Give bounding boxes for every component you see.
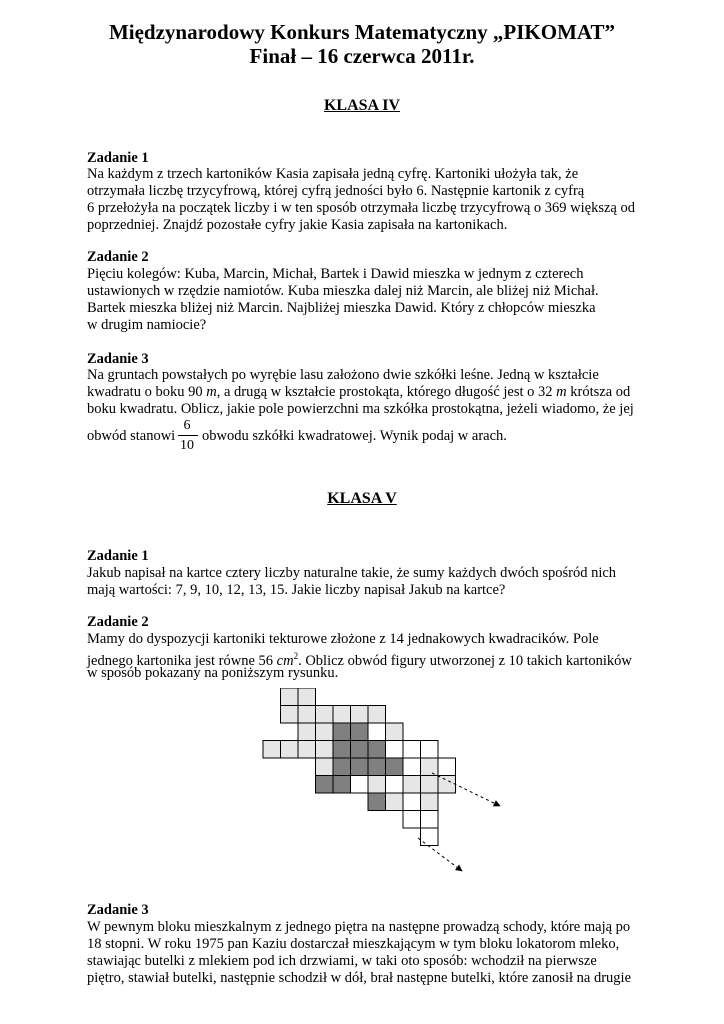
tile-square xyxy=(368,758,386,776)
tile-square xyxy=(298,688,316,706)
k4-task2-line: Bartek mieszka bliżej niż Marcin. Najbliżej mieszka Dawid. Który z chłopców mieszka xyxy=(87,300,596,316)
tile-square xyxy=(281,741,299,759)
tile-square xyxy=(368,793,386,811)
k4-task1-line: poprzedniej. Znajdź pozostałe cyfry jakie Kasia zapisała na kartonikach. xyxy=(87,217,508,233)
k4-task2-line: ustawionych w rzędzie namiotów. Kuba mieszka dalej niż Marcin, ale bliżej niż Michał. xyxy=(87,283,599,299)
tile-square xyxy=(351,723,369,741)
tile-square xyxy=(298,706,316,724)
tile-figure xyxy=(250,688,520,878)
k5-task2-text: jednego kartonika jest równe 56 xyxy=(87,652,277,669)
tile-square xyxy=(403,811,421,829)
k5-task1-line: Jakub napisał na kartce cztery liczby naturalne takie, że sumy każdych dwóch spośród nich xyxy=(87,565,617,581)
tile-square xyxy=(368,723,386,741)
tile-grid xyxy=(263,688,456,846)
k4-task1-line: otrzymała liczbę trzycyfrową, której cyfrą jedności było 6. Następnie kartonik z cyfrą xyxy=(87,183,585,199)
fraction-denominator: 10 xyxy=(180,438,194,453)
tile-square xyxy=(421,793,439,811)
k5-task3-line: stawiając butelki z mlekiem pod ich drzwiami, w taki oto sposób: wchodził na pierwsze xyxy=(87,953,597,969)
tile-square xyxy=(421,776,439,794)
k4-task3-text: , a drugą w kształcie prostokąta, którego długość jest o 32 xyxy=(216,384,557,400)
unit-m: m xyxy=(556,384,567,400)
k4-task3-text: kwadratu o boku 90 xyxy=(87,384,207,400)
k4-task2-line: w drugim namiocie? xyxy=(87,317,207,333)
k4-task3-line xyxy=(87,384,630,400)
tile-square xyxy=(386,758,404,776)
tile-square xyxy=(298,741,316,759)
k4-task3-line: boku kwadratu. Oblicz, jakie pole powierzchni ma szkółka prostokątna, jeżeli wiadomo, że jej xyxy=(87,401,634,417)
tile-square xyxy=(386,776,404,794)
k4-task3-text: krótsza od xyxy=(566,384,631,400)
tile-square xyxy=(368,776,386,794)
tile-square xyxy=(368,741,386,759)
tile-square xyxy=(421,811,439,829)
tile-square xyxy=(351,706,369,724)
k5-task1-line: mają wartości: 7, 9, 10, 12, 13, 15. Jakie liczby napisał Jakub na kartce? xyxy=(87,582,506,598)
k5-task2-line: Mamy do dyspozycji kartoniki tekturowe złożone z 14 jednakowych kwadracików. Pole xyxy=(87,631,599,647)
k4-task2-title: Zadanie 2 xyxy=(87,249,149,265)
fraction-numerator: 6 xyxy=(183,418,191,433)
tile-square xyxy=(316,758,334,776)
k4-task3-title: Zadanie 3 xyxy=(87,351,149,367)
fraction-bar xyxy=(178,435,198,436)
k4-task3-line: obwód stanowi xyxy=(87,428,176,444)
tile-square xyxy=(263,741,281,759)
k5-task1-title: Zadanie 1 xyxy=(87,548,149,564)
tile-square xyxy=(386,723,404,741)
k4-task2-line: Pięciu kolegów: Kuba, Marcin, Michał, Bartek i Dawid mieszka w jednym z czterech xyxy=(87,266,584,282)
k5-task2-text: . Oblicz obwód figury utworzonej z 10 takich kartoników xyxy=(298,652,632,669)
k4-task1-line: 6 przełożyła na początek liczby i w ten sposób otrzymała liczbę trzycyfrową o 369 większą od xyxy=(87,200,635,216)
k5-task3-line: piętro, stawiał butelki, następnie schodził w dół, brał następne butelki, które zanosił na drugie xyxy=(87,970,632,986)
unit-cm: cm xyxy=(276,652,294,669)
tile-square xyxy=(316,776,334,794)
tile-square xyxy=(386,793,404,811)
k5-task3-title: Zadanie 3 xyxy=(87,902,149,918)
unit-m: m xyxy=(206,384,217,400)
k5-task2-title: Zadanie 2 xyxy=(87,614,149,630)
tile-square xyxy=(333,706,351,724)
tile-square xyxy=(421,741,439,759)
tile-square xyxy=(403,741,421,759)
tile-square xyxy=(351,776,369,794)
tile-square xyxy=(403,758,421,776)
tile-square xyxy=(403,776,421,794)
tile-square xyxy=(368,706,386,724)
tile-square xyxy=(316,706,334,724)
unit-exponent: 2 xyxy=(293,651,299,661)
tile-square xyxy=(386,741,404,759)
tile-square xyxy=(421,828,439,846)
k4-task1-title: Zadanie 1 xyxy=(87,150,149,166)
contest-title: Międzynarodowy Konkurs Matematyczny „PIKOMAT” xyxy=(108,20,616,44)
tile-square xyxy=(316,723,334,741)
k5-task2-line: w sposób pokazany na poniższym rysunku. xyxy=(87,665,339,681)
tile-square xyxy=(403,793,421,811)
tile-square xyxy=(281,688,299,706)
contest-date: Finał – 16 czerwca 2011r. xyxy=(249,44,475,68)
tile-square xyxy=(351,741,369,759)
k5-task3-line: 18 stopni. W roku 1975 pan Kaziu dostarczał mieszkającym w tym bloku lokatorom mleko, xyxy=(87,936,620,952)
k4-task3-line: obwodu szkółki kwadratowej. Wynik podaj w arach. xyxy=(202,428,507,444)
tile-square xyxy=(333,723,351,741)
tile-square xyxy=(298,723,316,741)
k5-task3-line: W pewnym bloku mieszkalnym z jednego piętra na następne prowadzą schody, które mają po xyxy=(87,919,631,935)
tile-square xyxy=(351,758,369,776)
tile-square xyxy=(281,706,299,724)
klasa-iv-heading: KLASA IV xyxy=(323,97,401,114)
tile-square xyxy=(316,741,334,759)
tile-square xyxy=(438,776,456,794)
k4-task3-line: Na gruntach powstałych po wyrębie lasu założono dwie szkółki leśne. Jedną w kształcie xyxy=(87,367,599,383)
k4-task1-line: Na każdym z trzech kartoników Kasia zapisała jedną cyfrę. Kartoniki ułożyła tak, że xyxy=(87,166,579,182)
tile-square xyxy=(333,741,351,759)
tile-square xyxy=(333,758,351,776)
tile-square xyxy=(421,758,439,776)
klasa-v-heading: KLASA V xyxy=(327,490,397,507)
tile-square xyxy=(333,776,351,794)
tile-square xyxy=(438,758,456,776)
arrow-dashed-lower xyxy=(418,838,462,871)
